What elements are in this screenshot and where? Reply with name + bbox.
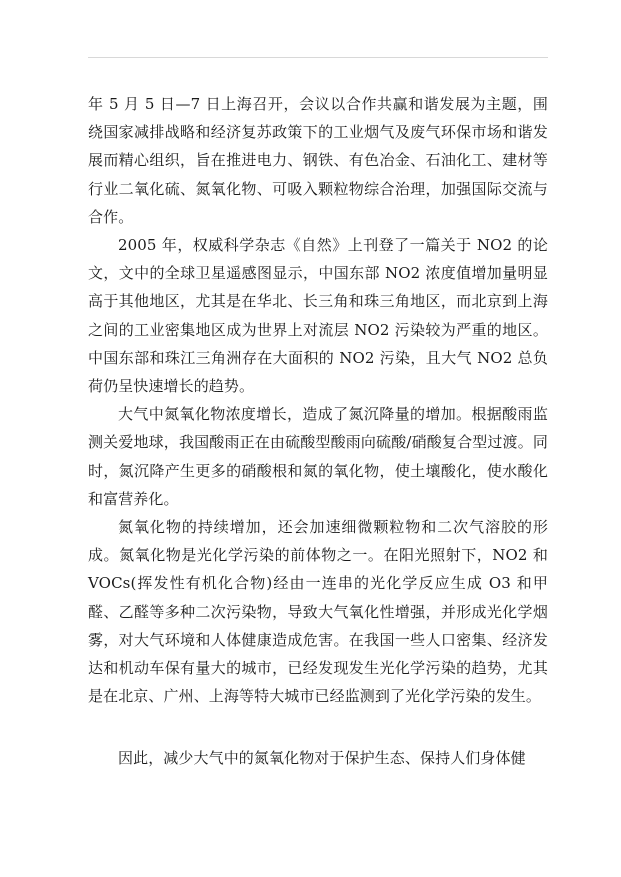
paragraph-nature-article: 2005 年，权威科学杂志《自然》上刊登了一篇关于 NO2 的论文，文中的全球卫星遥感图显示，中国东部 NO2 浓度值增加量明显高于其他地区，尤其是在华北、长三角和珠三角地区，而北京到上海之间的工业密集地区成为世界上对流层 NO2 污染较为严重的地区。中国东部和珠江三角洲存在大面积的 NO2 污染，且大气 NO2 总负荷仍呈快速增长的趋势。 [88, 236, 548, 396]
paragraph-conclusion: 因此，减少大气中的氮氧化物对于保护生态、保持人们身体健 [118, 749, 526, 768]
document-body [88, 90, 548, 773]
paragraph-conference: 年 5 月 5 日—7 日上海召开，会议以合作共赢和谐发展为主题，围绕国家减排战略和经济复苏政策下的工业烟气及废气环保市场和谐发展而精心组织，旨在推进电力、钢铁、有色冶金、石油化工、建材等行业二氧化硫、氮氧化物、可吸入颗粒物综合治理，加强国际交流与合作。 [88, 95, 548, 226]
header-rule [88, 57, 548, 58]
paragraph-photochemical-pollution: 氮氧化物的持续增加，还会加速细微颗粒物和二次气溶胶的形成。氮氧化物是光化学污染的前体物之一。在阳光照射下，NO2 和 VOCs(挥发性有机化合物)经由一连串的光化学反应生成 O3 和甲醛、乙醛等多种二次污染物，导致大气氧化性增强，并形成光化学烟雾，对大气环境和人体健康造成危害。在我国一些人口密集、经济发达和机动车保有量大的城市，已经发现发生光化学污染的趋势，尤其是在北京、广州、上海等特大城市已经监测到了光化学污染的发生。 [88, 518, 548, 706]
paragraph-nitrogen-deposition: 大气中氮氧化物浓度增长，造成了氮沉降量的增加。根据酸雨监测关爱地球，我国酸雨正在由硫酸型酸雨向硫酸/硝酸复合型过渡。同时，氮沉降产生更多的硝酸根和氮的氧化物，使土壤酸化，使水酸化和富营养化。 [88, 405, 548, 508]
